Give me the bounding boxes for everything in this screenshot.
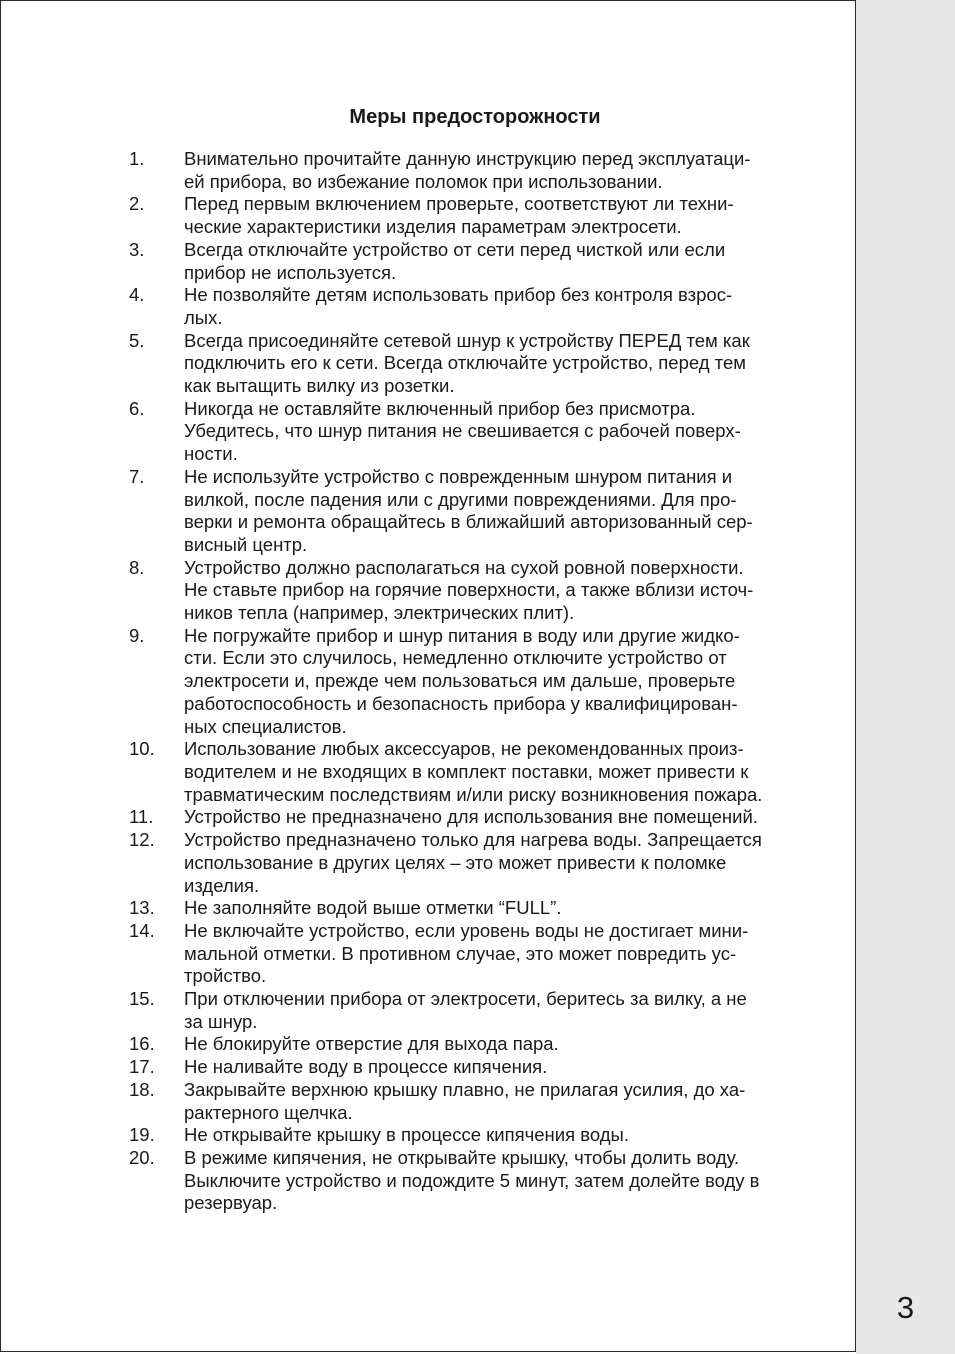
list-item [129, 466, 829, 557]
item-number: 10. [129, 738, 155, 760]
item-number: 18. [129, 1078, 155, 1100]
item-number: 3. [129, 238, 145, 260]
item-number: 12. [129, 829, 155, 851]
side-strip [856, 0, 955, 1354]
list-item [129, 398, 829, 466]
item-text: Не блокируйте отверстие для выхода пара. [184, 1033, 559, 1055]
list-item [129, 284, 829, 329]
list-item [129, 1124, 829, 1147]
item-number: 9. [129, 624, 145, 646]
item-text: Всегда присоединяйте сетевой шнур к устройству ПЕРЕД тем как подключить его к сети. Всегда отключайте устройство, перед тем как вытащить вилку из розетки. [184, 329, 750, 397]
list-item [129, 148, 829, 193]
item-number: 5. [129, 329, 145, 351]
list-item [129, 193, 829, 238]
list-item [129, 557, 829, 625]
item-text: Устройство предназначено только для нагрева воды. Запрещается использование в других целях – это может привести к поломке изделия. [184, 829, 762, 896]
item-text: Устройство не предназначено для использования вне помещений. [184, 806, 758, 828]
item-number: 11. [129, 806, 154, 828]
list-item [129, 738, 829, 806]
list-item [129, 1079, 829, 1124]
item-number: 1. [129, 148, 145, 169]
list-item [129, 1056, 829, 1079]
item-text: Не используйте устройство с поврежденным шнуром питания и вилкой, после падения или с другими повреждениями. Для про- верки и ремонта обращайтесь в ближайший авторизованный сер- висный центр. [184, 465, 753, 555]
list-item [129, 829, 829, 897]
page-number: 3 [896, 1290, 915, 1325]
item-text: Внимательно прочитайте данную инструкцию перед эксплуатаци- ей прибора, во избежание поломок при использовании. [184, 148, 751, 192]
item-text: Не заполняйте водой выше отметки “FULL”. [184, 897, 562, 919]
list-item [129, 897, 829, 920]
list-item [129, 988, 829, 1033]
item-text: При отключении прибора от электросети, беритесь за вилку, а не за шнур. [184, 988, 747, 1032]
item-number: 19. [129, 1124, 155, 1146]
item-number: 17. [129, 1056, 155, 1078]
item-text: Устройство должно располагаться на сухой ровной поверхности. Не ставьте прибор на горячие поверхности, а также вблизи источ- ников тепла (например, электрических плит). [184, 556, 754, 624]
item-number: 15. [129, 988, 155, 1010]
item-text: Всегда отключайте устройство от сети перед чисткой или если прибор не используется. [184, 238, 726, 283]
list-item [129, 625, 829, 739]
item-number: 7. [129, 465, 145, 487]
list-item [129, 239, 829, 284]
item-text: Перед первым включением проверьте, соответствуют ли техни- ческие характеристики изделия параметрам электросети. [184, 193, 734, 238]
item-text: В режиме кипячения, не открывайте крышку, чтобы долить воду. Выключите устройство и подождите 5 минут, затем долейте воду в резервуар. [184, 1146, 760, 1214]
item-number: 4. [129, 284, 145, 306]
item-text: Не позволяйте детям использовать прибор без контроля взрос- лых. [184, 284, 733, 328]
item-text: Не открывайте крышку в процессе кипячения воды. [184, 1124, 629, 1146]
list-item [129, 806, 829, 829]
item-number: 20. [129, 1146, 155, 1168]
list-item [129, 920, 829, 988]
item-text: Закрывайте верхнюю крышку плавно, не прилагая усилия, до ха- рактерного щелчка. [184, 1078, 746, 1123]
item-text: Не наливайте воду в процессе кипячения. [184, 1056, 548, 1078]
item-number: 2. [129, 193, 145, 215]
item-number: 13. [129, 897, 155, 919]
list-item [129, 330, 829, 398]
item-number: 14. [129, 919, 155, 941]
page-title: Меры предосторожности [349, 106, 601, 128]
item-text: Не погружайте прибор и шнур питания в воду или другие жидко- сти. Если это случилось, немедленно отключите устройство от электросети и, прежде чем пользоваться им дальше, проверьте работоспособность и безопасность прибора у квалифицирован- ных специалистов. [184, 624, 740, 737]
list-item [129, 1033, 829, 1056]
item-text: Никогда не оставляйте включенный прибор без присмотра. Убедитесь, что шнур питания не свешивается с рабочей поверх- ности. [184, 397, 741, 465]
item-number: 16. [129, 1033, 155, 1055]
item-number: 6. [129, 397, 145, 419]
item-text: Использование любых аксессуаров, не рекомендованных произ- водителем и не входящих в комплект поставки, может привести к травматическим последствиям и/или риску возникновения пожара. [184, 738, 763, 805]
item-text: Не включайте устройство, если уровень воды не достигает мини- мальной отметки. В противном случае, это может повредить ус- тройство. [184, 919, 749, 987]
list-item [129, 1147, 829, 1215]
precautions-list [129, 148, 829, 1215]
item-number: 8. [129, 556, 145, 578]
